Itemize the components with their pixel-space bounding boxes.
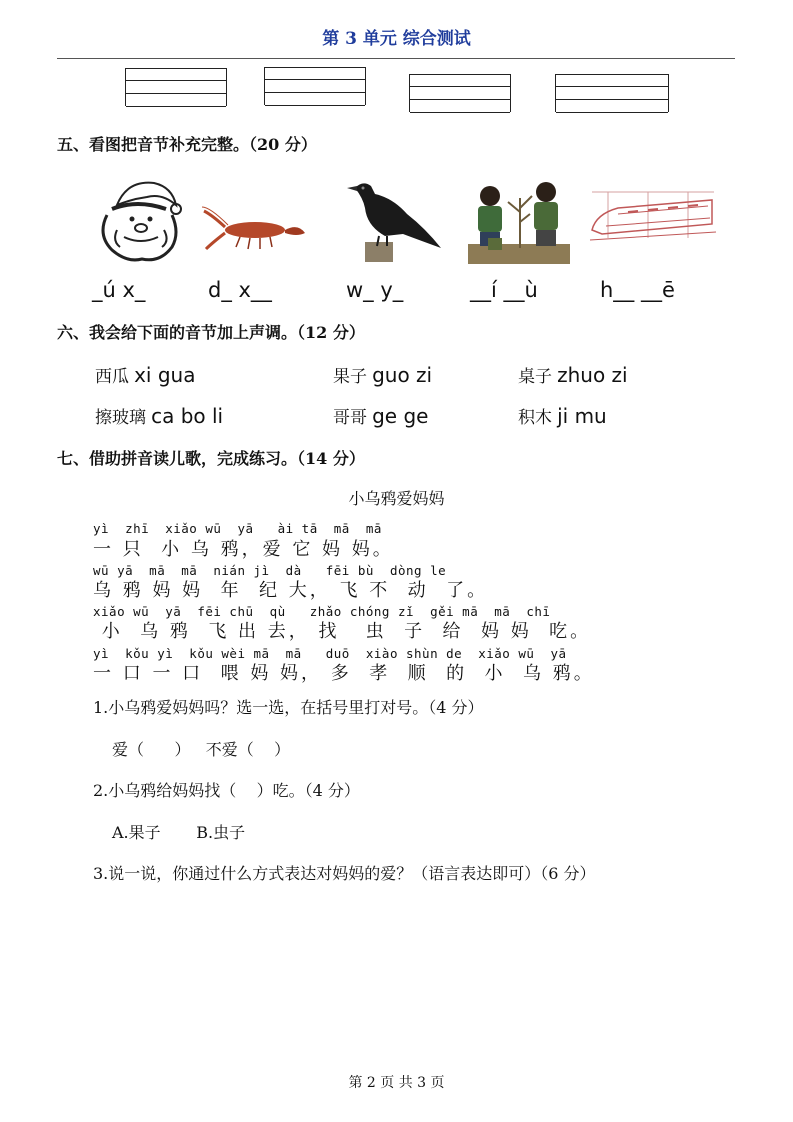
- tone-item-pinyin: ji mu: [557, 404, 607, 428]
- section5-title: 五、看图把音节补充完整。（20 分）: [57, 135, 317, 154]
- tone-item-hanzi: 西瓜: [95, 367, 129, 387]
- tone-item[interactable]: [333, 403, 428, 428]
- header-divider: [57, 58, 735, 59]
- poem-pinyin-line: yì zhī xiǎo wū yā ài tā mā mā: [93, 521, 382, 536]
- syllable-blank[interactable]: d_ x__: [208, 278, 272, 302]
- poem-title: 小乌鸦爱妈妈: [348, 489, 445, 508]
- tone-item-pinyin: xi gua: [134, 363, 196, 387]
- tone-item-pinyin: guo zi: [372, 363, 433, 387]
- syllable-blank[interactable]: h__ __ē: [600, 278, 675, 302]
- page-title: 第 3 单元 综合测试: [322, 29, 471, 49]
- writing-grid[interactable]: [125, 68, 227, 106]
- tone-item-hanzi: 果子: [333, 367, 367, 387]
- children-planting-tree-icon: [468, 178, 570, 264]
- syllable-blank[interactable]: _ú x_: [92, 278, 146, 302]
- tone-item-pinyin: ge ge: [372, 404, 429, 428]
- writing-grid[interactable]: [555, 74, 669, 112]
- section6-title: 六、我会给下面的音节加上声调。（12 分）: [57, 323, 365, 342]
- question-3: 3.说一说，你通过什么方式表达对妈妈的爱？（语言表达即可）（6 分）: [93, 864, 596, 883]
- poem-hanzi-line: 小 乌 鸦 飞 出 去， 找 虫 子 给 妈 妈 吃。: [93, 621, 592, 642]
- tone-item-hanzi: 桌子: [518, 367, 552, 387]
- tone-item-hanzi: 积木: [518, 408, 552, 428]
- tone-item[interactable]: [95, 362, 195, 387]
- poem-pinyin-line: yì kǒu yì kǒu wèi mā mā duō xiào shùn de xiǎo wū yā: [93, 646, 567, 661]
- writing-grid[interactable]: [264, 67, 366, 105]
- question-2-options[interactable]: A.果子 B.虫子: [112, 823, 246, 842]
- poem-hanzi-line: 一 只 小 乌 鸦，爱 它 妈 妈。: [93, 539, 394, 560]
- syllable-blank[interactable]: w_ y_: [346, 278, 404, 302]
- tone-item-hanzi: 擦玻璃: [95, 408, 146, 428]
- writing-grid[interactable]: [409, 74, 511, 112]
- question-2: 2.小乌鸦给妈妈找（ ）吃。（4 分）: [93, 781, 360, 800]
- poem-hanzi-line: 一 口 一 口 喂 妈 妈， 多 孝 顺 的 小 乌 鸦。: [93, 663, 595, 684]
- section7-title: 七、借助拼音读儿歌，完成练习。（14 分）: [57, 449, 365, 468]
- santa-claus-icon: [92, 175, 182, 263]
- question-1: 1.小乌鸦爱妈妈吗？选一选，在括号里打对号。（4 分）: [93, 698, 484, 717]
- question-1-options[interactable]: 爱（ ） 不爱（ ）: [112, 740, 291, 759]
- lobster-icon: [200, 205, 310, 253]
- crow-icon: [345, 176, 445, 264]
- tone-item-pinyin: ca bo li: [151, 404, 224, 428]
- tone-item[interactable]: [518, 403, 607, 428]
- tone-item[interactable]: [333, 362, 432, 387]
- page-number: 第 2 页 共 3 页: [348, 1075, 445, 1091]
- tone-item-pinyin: zhuo zi: [557, 363, 628, 387]
- poem-pinyin-line: wū yā mā mā nián jì dà fēi bù dòng le: [93, 563, 447, 578]
- tone-item-hanzi: 哥哥: [333, 408, 367, 428]
- poem-pinyin-line: xiǎo wū yā fēi chū qù zhǎo chóng zǐ gěi mā mā chī: [93, 604, 551, 619]
- tone-item[interactable]: [95, 403, 223, 428]
- syllable-blank[interactable]: __í __ù: [470, 278, 538, 302]
- bullet-train-icon: [588, 178, 718, 248]
- tone-item[interactable]: [518, 362, 628, 387]
- poem-hanzi-line: 乌 鸦 妈 妈 年 纪 大， 飞 不 动 了。: [93, 580, 489, 601]
